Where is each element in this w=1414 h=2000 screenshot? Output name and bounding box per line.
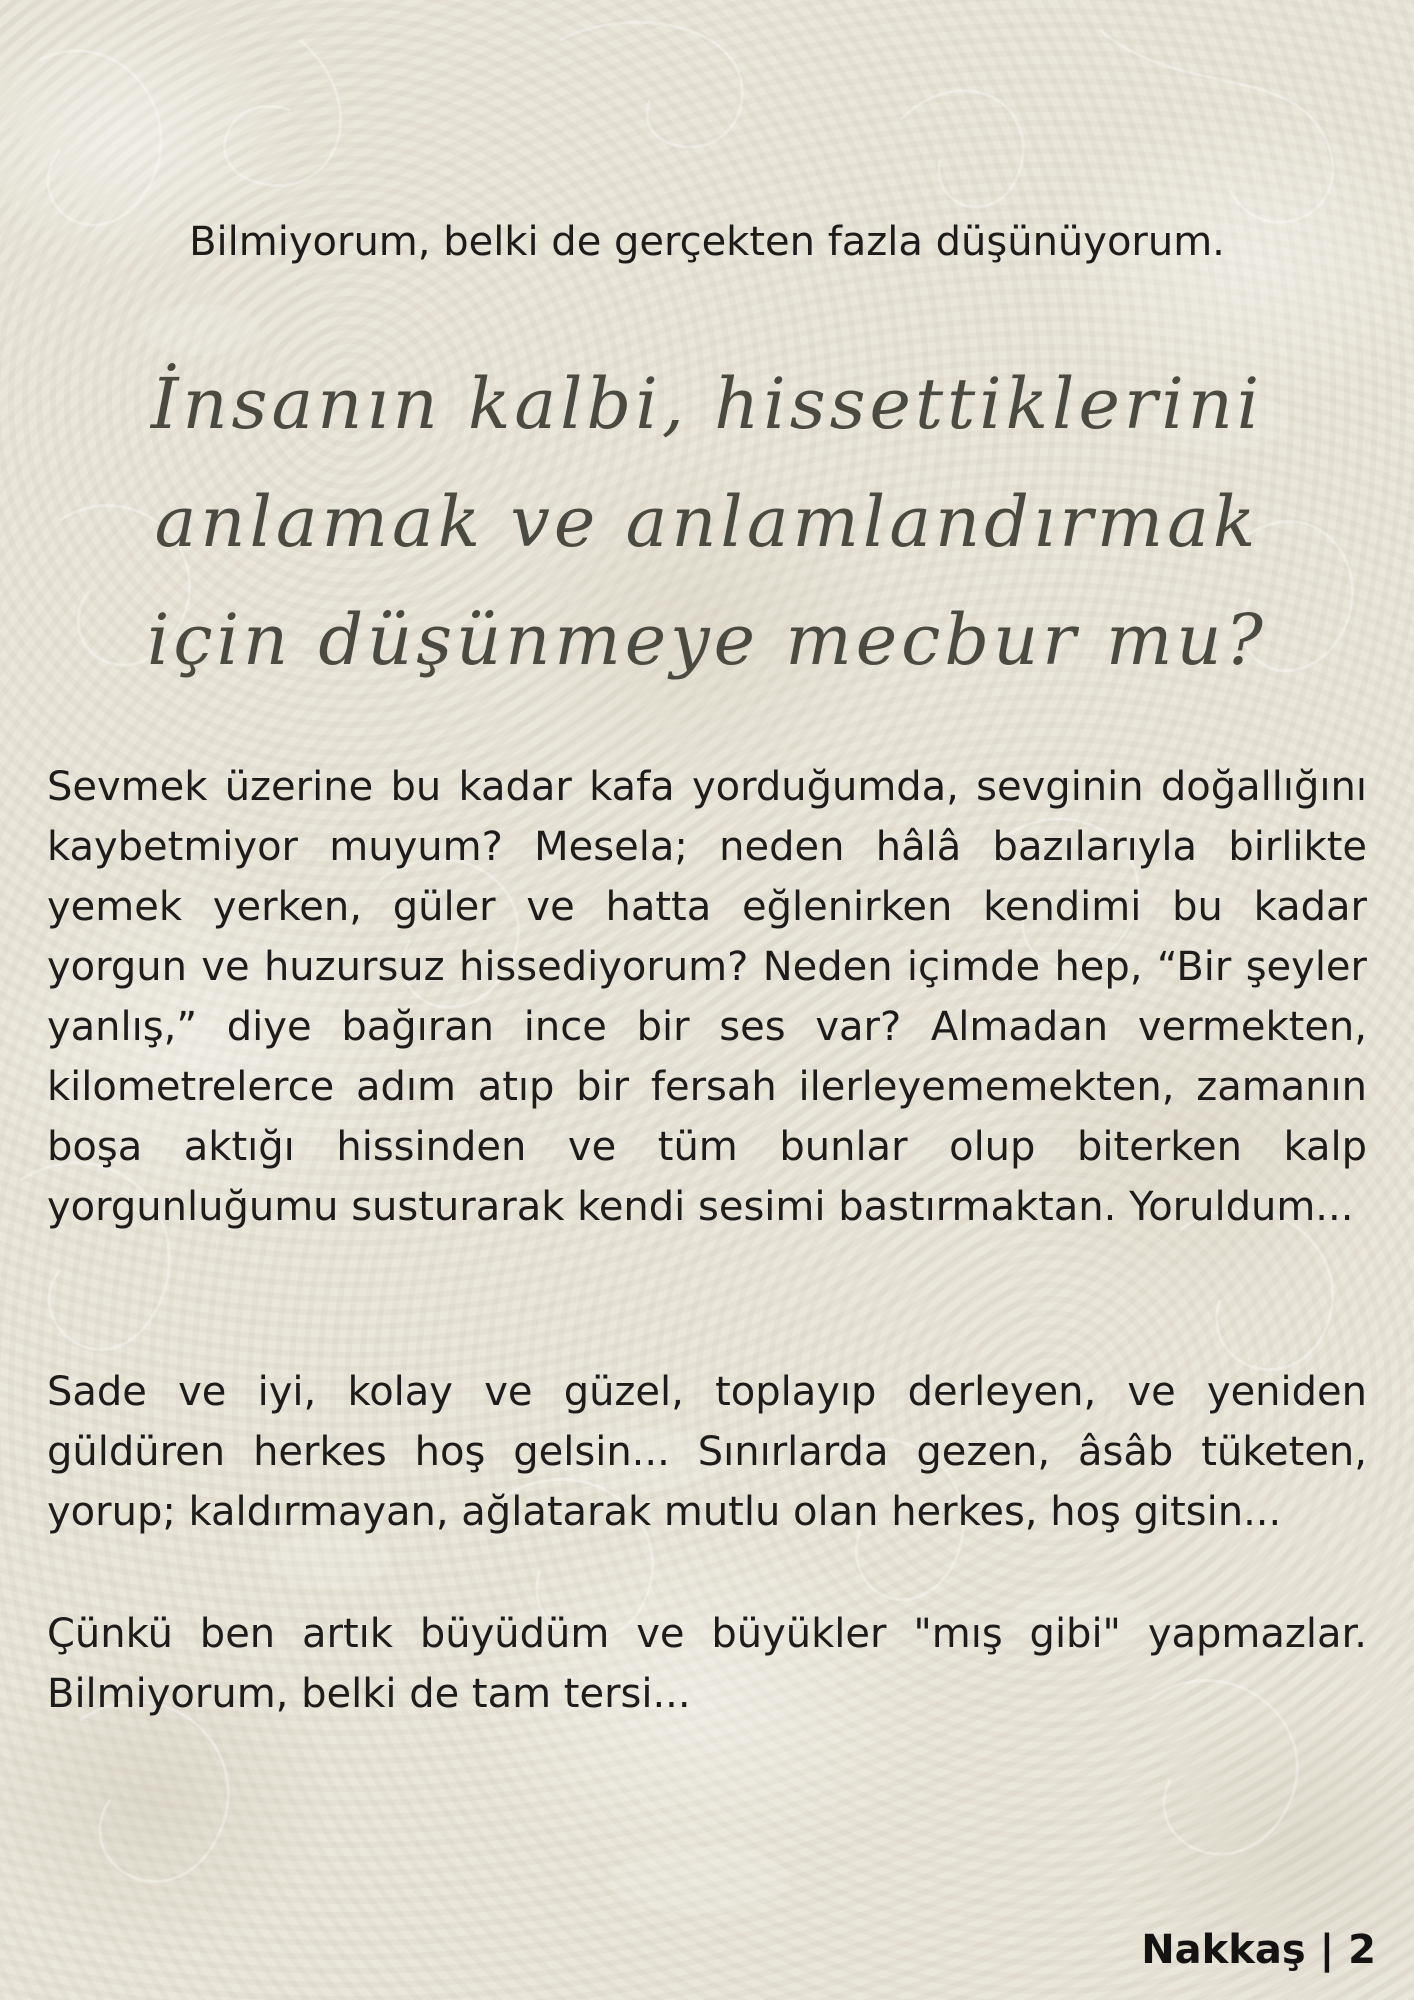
paragraph-1: Sevmek üzerine bu kadar kafa yorduğumda, sevginin doğallığını kaybetmiyor muyum? Mesela; neden hâlâ bazılarıyla birlikte yemek yerken, güler ve hatta eğlenirken kendimi bu kadar yorgun ve huzursuz hissediyorum? Neden içimde hep, “Bir şeyler yanlış,” diye bağıran ince bir ses var? Almadan vermekten, kilometrelerce adım atıp bir fersah ilerleyememekten, zamanın boşa aktığı hissinden ve tüm bunlar olup biterken kalp yorgunluğumu susturarak kendi sesimi bastırmaktan. Yoruldum... [47, 764, 1367, 1230]
pull-quote: İnsanın kalbi, hissettiklerini anlamak ve anlamlandırmak için düşünmeye mecbur mu? [147, 363, 1267, 681]
intro-line: Bilmiyorum, belki de gerçekten fazla düşünüyorum. [189, 219, 1225, 265]
footer-brand: Nakkaş [1141, 1927, 1306, 1973]
footer-separator: | [1305, 1927, 1349, 1973]
page-footer [1141, 1922, 1376, 1978]
paragraph-2: Sade ve iyi, kolay ve güzel, toplayıp derleyen, ve yeniden güldüren herkes hoş gelsin... Sınırlarda gezen, âsâb tüketen, yorup; kaldırmayan, ağlatarak mutlu olan herkes, hoş gitsin... [47, 1369, 1367, 1535]
page-number: 2 [1348, 1927, 1376, 1973]
paragraph-3: Çünkü ben artık büyüdüm ve büyükler "mış gibi" yapmazlar. Bilmiyorum, belki de tam tersi... [47, 1611, 1367, 1717]
